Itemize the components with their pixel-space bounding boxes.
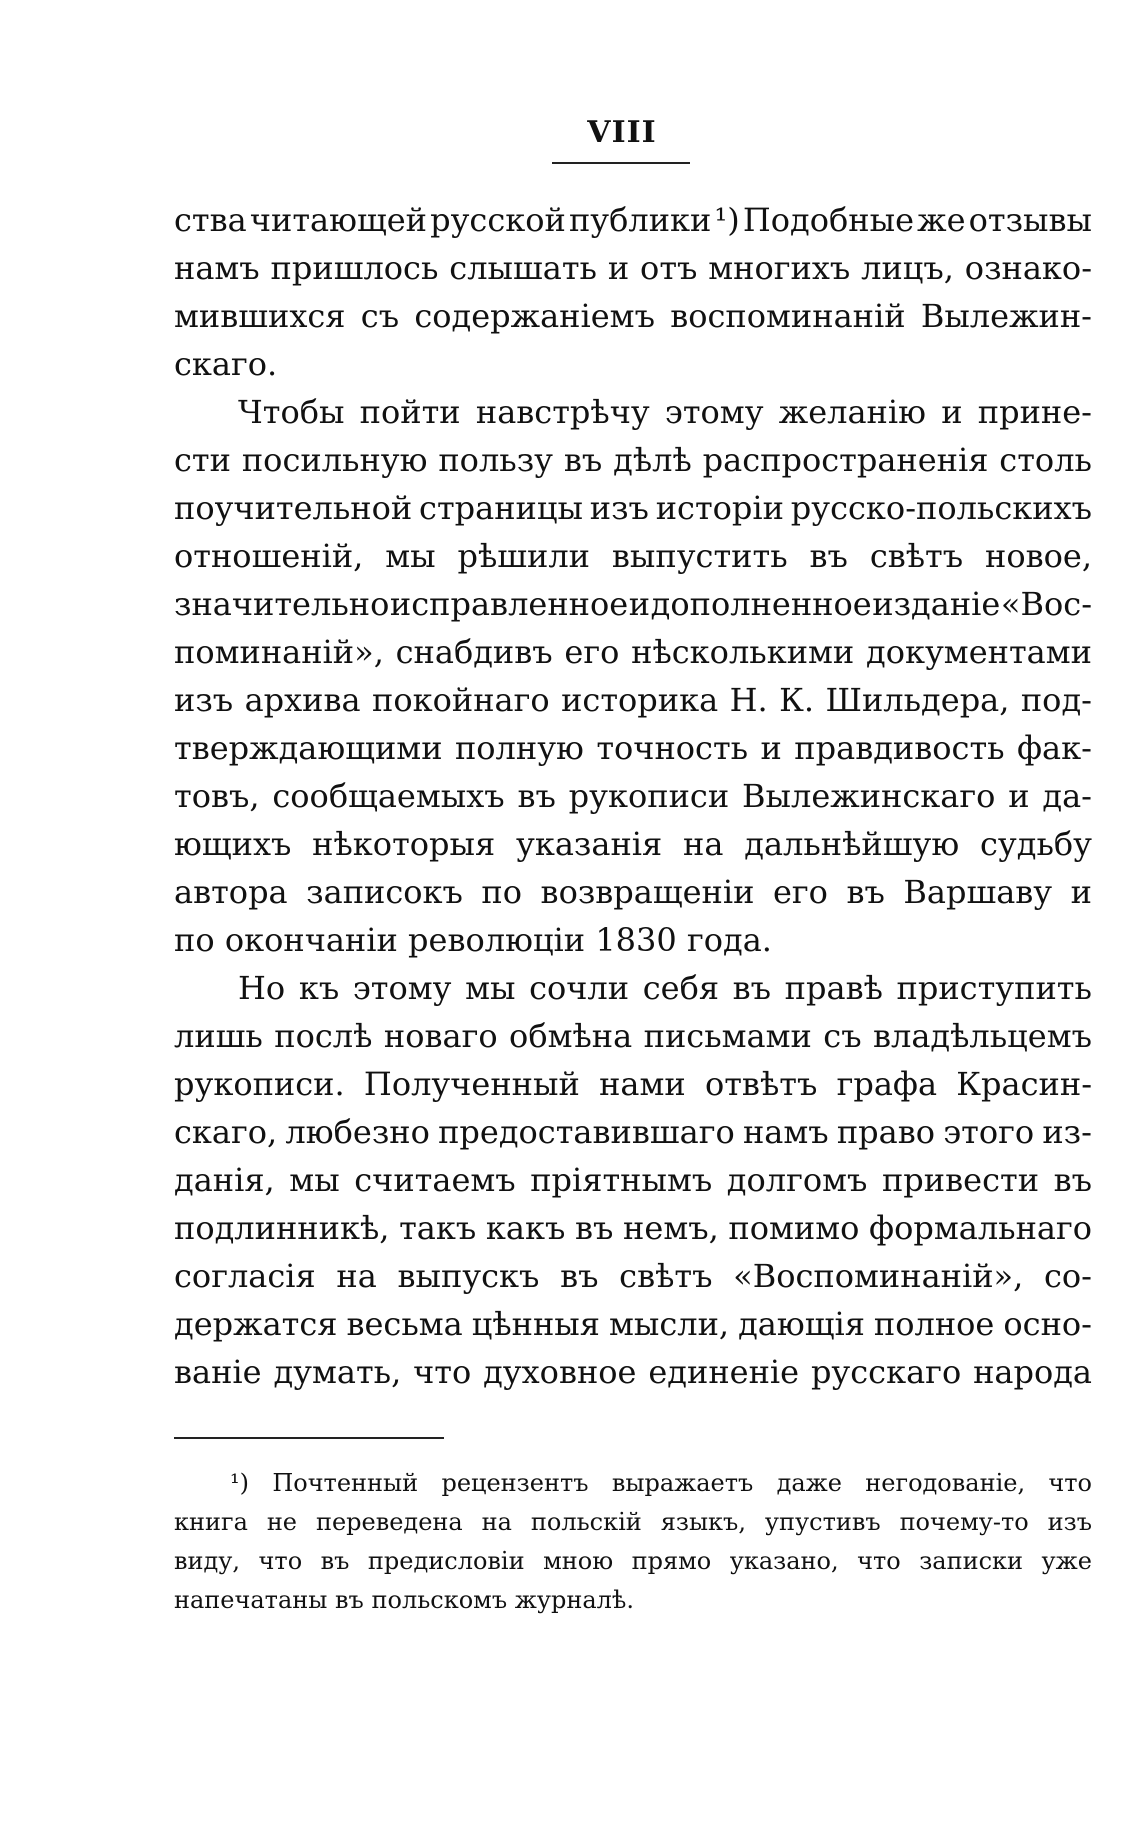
header-rule	[552, 162, 690, 164]
text-line: скаго, любезно предоставившаго намъ право этого из-	[174, 1113, 1092, 1151]
body-text	[174, 196, 1092, 1396]
footnote-rule	[174, 1437, 444, 1439]
text-line: значительно исправленное и дополненное изданіе «Вос-	[174, 585, 1092, 623]
text-line: сти посильную пользу въ дѣлѣ распространенія столь	[174, 441, 1092, 479]
text-line: рукописи. Полученный нами отвѣтъ графа Красин-	[174, 1065, 1092, 1103]
text-line: отношеній, мы рѣшили выпустить въ свѣтъ новое,	[174, 537, 1092, 575]
text-line: данія, мы считаемъ пріятнымъ долгомъ привести въ	[174, 1161, 1092, 1199]
text-line: мившихся съ содержаніемъ воспоминаній Вылежин-	[174, 297, 1092, 335]
text-line: изъ архива покойнаго историка Н. К. Шильдера, под-	[174, 681, 1092, 719]
text-line: лишь послѣ новаго обмѣна письмами съ владѣльцемъ	[174, 1017, 1092, 1055]
text-line: автора записокъ по возвращеніи его въ Варшаву и	[174, 873, 1092, 911]
text-line: ства читающей русской публики ¹) Подобные же отзывы	[174, 201, 1092, 239]
text-line: поминаній», снабдивъ его нѣсколькими документами	[174, 633, 1092, 671]
text-line: согласія на выпускъ въ свѣтъ «Воспоминаній», со-	[174, 1257, 1092, 1295]
footnote-line: виду, что въ предисловіи мною прямо указано, что записки уже	[174, 1547, 1092, 1575]
text-line: скаго.	[174, 345, 278, 383]
footnotes	[174, 1464, 1092, 1620]
text-line: Чтобы пойти навстрѣчу этому желанію и прине-	[238, 393, 1092, 431]
text-line: Но къ этому мы сочли себя въ правѣ приступить	[238, 969, 1092, 1007]
text-line: поучительной страницы изъ исторіи русско-польскихъ	[174, 489, 1092, 527]
footnote-line: книга не переведена на польскій языкъ, упустивъ почему-то изъ	[174, 1508, 1092, 1536]
text-line: по окончаніи революціи 1830 года.	[174, 921, 772, 959]
page-number: VIII	[587, 115, 657, 150]
text-line: намъ пришлось слышать и отъ многихъ лицъ, ознако-	[174, 249, 1092, 287]
text-line: подлинникѣ, такъ какъ въ немъ, помимо формальнаго	[174, 1209, 1092, 1247]
text-line: тверждающими полную точность и правдивость фак-	[174, 729, 1092, 767]
text-line: товъ, сообщаемыхъ въ рукописи Вылежинскаго и да-	[174, 777, 1092, 815]
text-line: держатся весьма цѣнныя мысли, дающія полное осно-	[174, 1305, 1092, 1343]
footnote-line: напечатаны въ польскомъ журналѣ.	[174, 1586, 634, 1614]
footnote-line: ¹) Почтенный рецензентъ выражаетъ даже негодованіе, что	[230, 1469, 1092, 1497]
text-line: ваніе думать, что духовное единеніе русскаго народа	[174, 1353, 1092, 1391]
text-line: ющихъ нѣкоторыя указанія на дальнѣйшую судьбу	[174, 825, 1092, 863]
